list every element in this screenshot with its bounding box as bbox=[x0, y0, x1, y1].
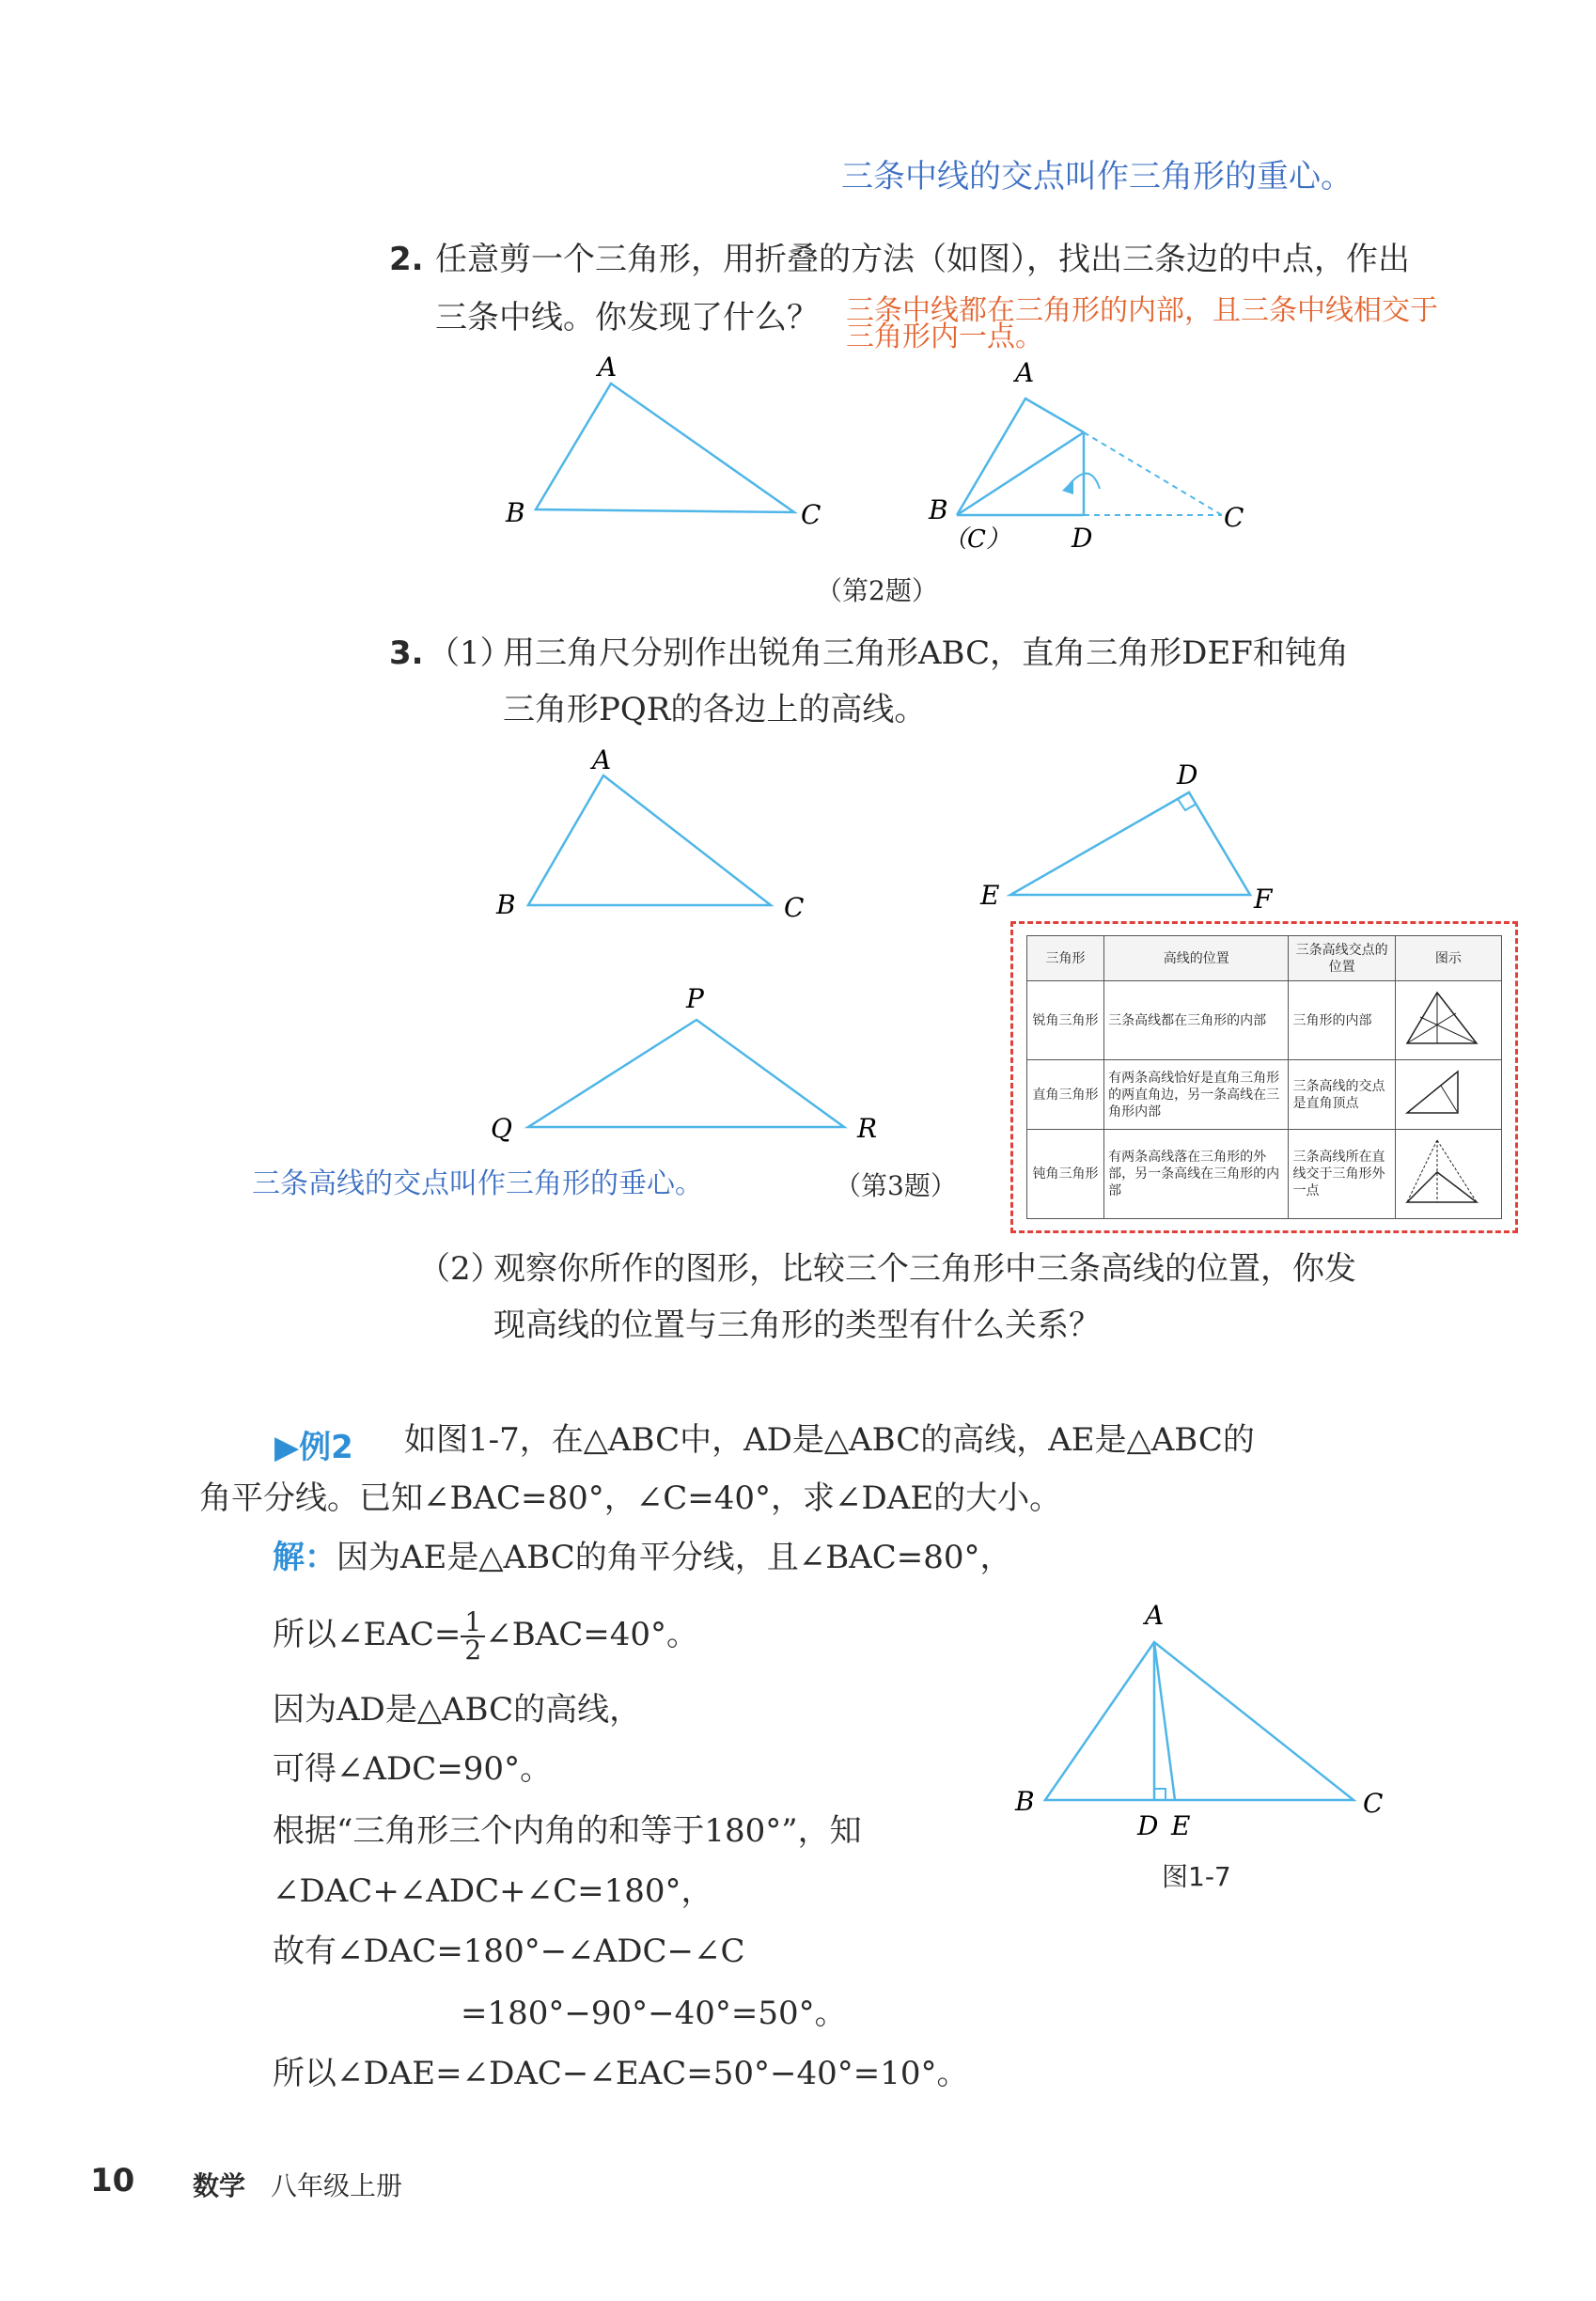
figure-1-7 bbox=[1014, 1600, 1383, 1841]
row-type: 直角三角形 bbox=[1027, 1060, 1104, 1130]
label-b: B bbox=[506, 497, 525, 528]
example-2-line1: 如图1-7，在△ABC中，AD是△ABC的高线，AE是△ABC的 bbox=[404, 1421, 1255, 1459]
label-d: D bbox=[1137, 1810, 1159, 1841]
label-d: D bbox=[1072, 523, 1093, 554]
page-number: 10 bbox=[90, 2162, 135, 2199]
median-answer-line2: 三角形内一点。 bbox=[846, 321, 1043, 353]
q2-triangle-abc bbox=[505, 352, 821, 530]
label-p: P bbox=[686, 983, 704, 1014]
right-triangle-icon bbox=[1400, 1064, 1484, 1120]
label-a: A bbox=[1015, 357, 1035, 388]
label-bc: （C） bbox=[943, 525, 1010, 554]
header-intersection: 三条高线交点的位置 bbox=[1289, 936, 1395, 981]
label-c: C bbox=[1224, 502, 1244, 533]
q3-part2-line2: 现高线的位置与三角形的类型有什么关系？ bbox=[493, 1307, 1101, 1344]
label-f: F bbox=[1254, 884, 1273, 915]
solution-line9: 所以∠DAE=∠DAC−∠EAC=50°−40°=10°。 bbox=[273, 2055, 969, 2092]
altitude-note-box bbox=[1010, 921, 1518, 1233]
label-e: E bbox=[1171, 1810, 1191, 1841]
q3-triangle-abc bbox=[495, 744, 804, 923]
q2-caption: （第2题） bbox=[816, 575, 938, 606]
solution-line7: 故有∠DAC=180°−∠ADC−∠C bbox=[273, 1933, 745, 1970]
header-type: 三角形 bbox=[1027, 936, 1104, 981]
centroid-annotation: 三条中线的交点叫作三角形的重心。 bbox=[841, 158, 1353, 196]
label-a: A bbox=[592, 744, 612, 775]
q3-part1-line1: 用三角尺分别作出锐角三角形ABC，直角三角形DEF和钝角 bbox=[503, 634, 1349, 672]
header-illustration: 图示 bbox=[1395, 936, 1501, 981]
row-position: 有两条高线落在三角形的外部，另一条高线在三角形的内部 bbox=[1104, 1130, 1289, 1219]
label-a: A bbox=[1145, 1600, 1165, 1631]
solution-tag: 解： bbox=[273, 1539, 336, 1576]
row-type: 钝角三角形 bbox=[1027, 1130, 1104, 1219]
altitude-note-table bbox=[1026, 935, 1502, 1219]
q2-number: 2. bbox=[389, 241, 424, 278]
solution-line1 bbox=[273, 1539, 1012, 1576]
solution-line4: 可得∠ADC=90°。 bbox=[273, 1750, 553, 1788]
obtuse-triangle-icon bbox=[1400, 1135, 1484, 1210]
orthocenter-annotation: 三条高线的交点叫作三角形的垂心。 bbox=[252, 1167, 703, 1200]
solution-s2-pre: 所以∠EAC= bbox=[273, 1616, 462, 1653]
q3-number: 3. bbox=[389, 634, 424, 672]
q3-triangle-def bbox=[979, 759, 1274, 915]
q2-line2: 三条中线。你发现了什么？ bbox=[435, 299, 819, 337]
solution-line8: =180°−90°−40°=50°。 bbox=[461, 1995, 847, 2032]
row-type: 锐角三角形 bbox=[1027, 981, 1104, 1060]
label-r: R bbox=[857, 1113, 878, 1144]
label-b: B bbox=[929, 494, 948, 525]
q3-part1-line2: 三角形PQR的各边上的高线。 bbox=[503, 691, 927, 728]
acute-illustration bbox=[1395, 981, 1501, 1060]
solution-s2-post: ∠BAC=40°。 bbox=[485, 1616, 698, 1653]
row-intersection: 三条高线所在直线交于三角形外一点 bbox=[1289, 1130, 1395, 1219]
q2-folded-triangle bbox=[928, 357, 1244, 554]
q3-part2-marker: （2） bbox=[418, 1250, 503, 1288]
label-c: C bbox=[801, 499, 821, 530]
label-b: B bbox=[496, 889, 516, 920]
solution-s1: 因为AE是△ABC的角平分线，且∠BAC=80°， bbox=[336, 1539, 1012, 1576]
fraction-half: $\frac{1}{2}$ bbox=[461, 1609, 485, 1664]
figure-caption: 图1-7 bbox=[1162, 1861, 1231, 1892]
row-position: 有两条高线恰好是直角三角形的两直角边，另一条高线在三角形内部 bbox=[1104, 1060, 1289, 1130]
header-position: 高线的位置 bbox=[1104, 936, 1289, 981]
footer-grade: 八年级上册 bbox=[271, 2170, 403, 2201]
label-e: E bbox=[980, 880, 1000, 911]
q3-triangle-pqr bbox=[491, 983, 877, 1144]
label-q: Q bbox=[491, 1113, 512, 1144]
median-answer-line1: 三条中线都在三角形的内部，且三条中线相交于 bbox=[846, 294, 1438, 327]
example-2-line2: 角平分线。已知∠BAC=80°，∠C=40°，求∠DAE的大小。 bbox=[199, 1479, 1062, 1517]
q3-part2-line1: 观察你所作的图形，比较三个三角形中三条高线的位置，你发 bbox=[493, 1250, 1356, 1288]
example-2-tag: ▶例2 bbox=[274, 1429, 353, 1466]
solution-line3: 因为AD是△ABC的高线， bbox=[273, 1691, 642, 1729]
label-c: C bbox=[1363, 1788, 1384, 1819]
right-illustration bbox=[1395, 1060, 1501, 1130]
row-intersection: 三角形的内部 bbox=[1289, 981, 1395, 1060]
footer-subject: 数学 bbox=[193, 2170, 246, 2201]
q2-line1: 任意剪一个三角形，用折叠的方法（如图），找出三条边的中点，作出 bbox=[435, 241, 1410, 278]
obtuse-illustration bbox=[1395, 1130, 1501, 1219]
q3-part1-marker: （1） bbox=[428, 634, 512, 672]
label-a: A bbox=[598, 352, 618, 383]
row-position: 三条高线都在三角形的内部 bbox=[1104, 981, 1289, 1060]
label-b: B bbox=[1015, 1786, 1035, 1817]
row-intersection: 三条高线的交点是直角顶点 bbox=[1289, 1060, 1395, 1130]
label-c: C bbox=[784, 892, 805, 923]
acute-triangle-icon bbox=[1400, 985, 1484, 1051]
solution-line5: 根据“三角形三个内角的和等于180°”，知 bbox=[273, 1812, 862, 1850]
q3-caption: （第3题） bbox=[835, 1170, 957, 1201]
solution-line6: ∠DAC+∠ADC+∠C=180°， bbox=[273, 1872, 713, 1910]
solution-line2 bbox=[273, 1606, 698, 1666]
label-d: D bbox=[1177, 759, 1198, 790]
